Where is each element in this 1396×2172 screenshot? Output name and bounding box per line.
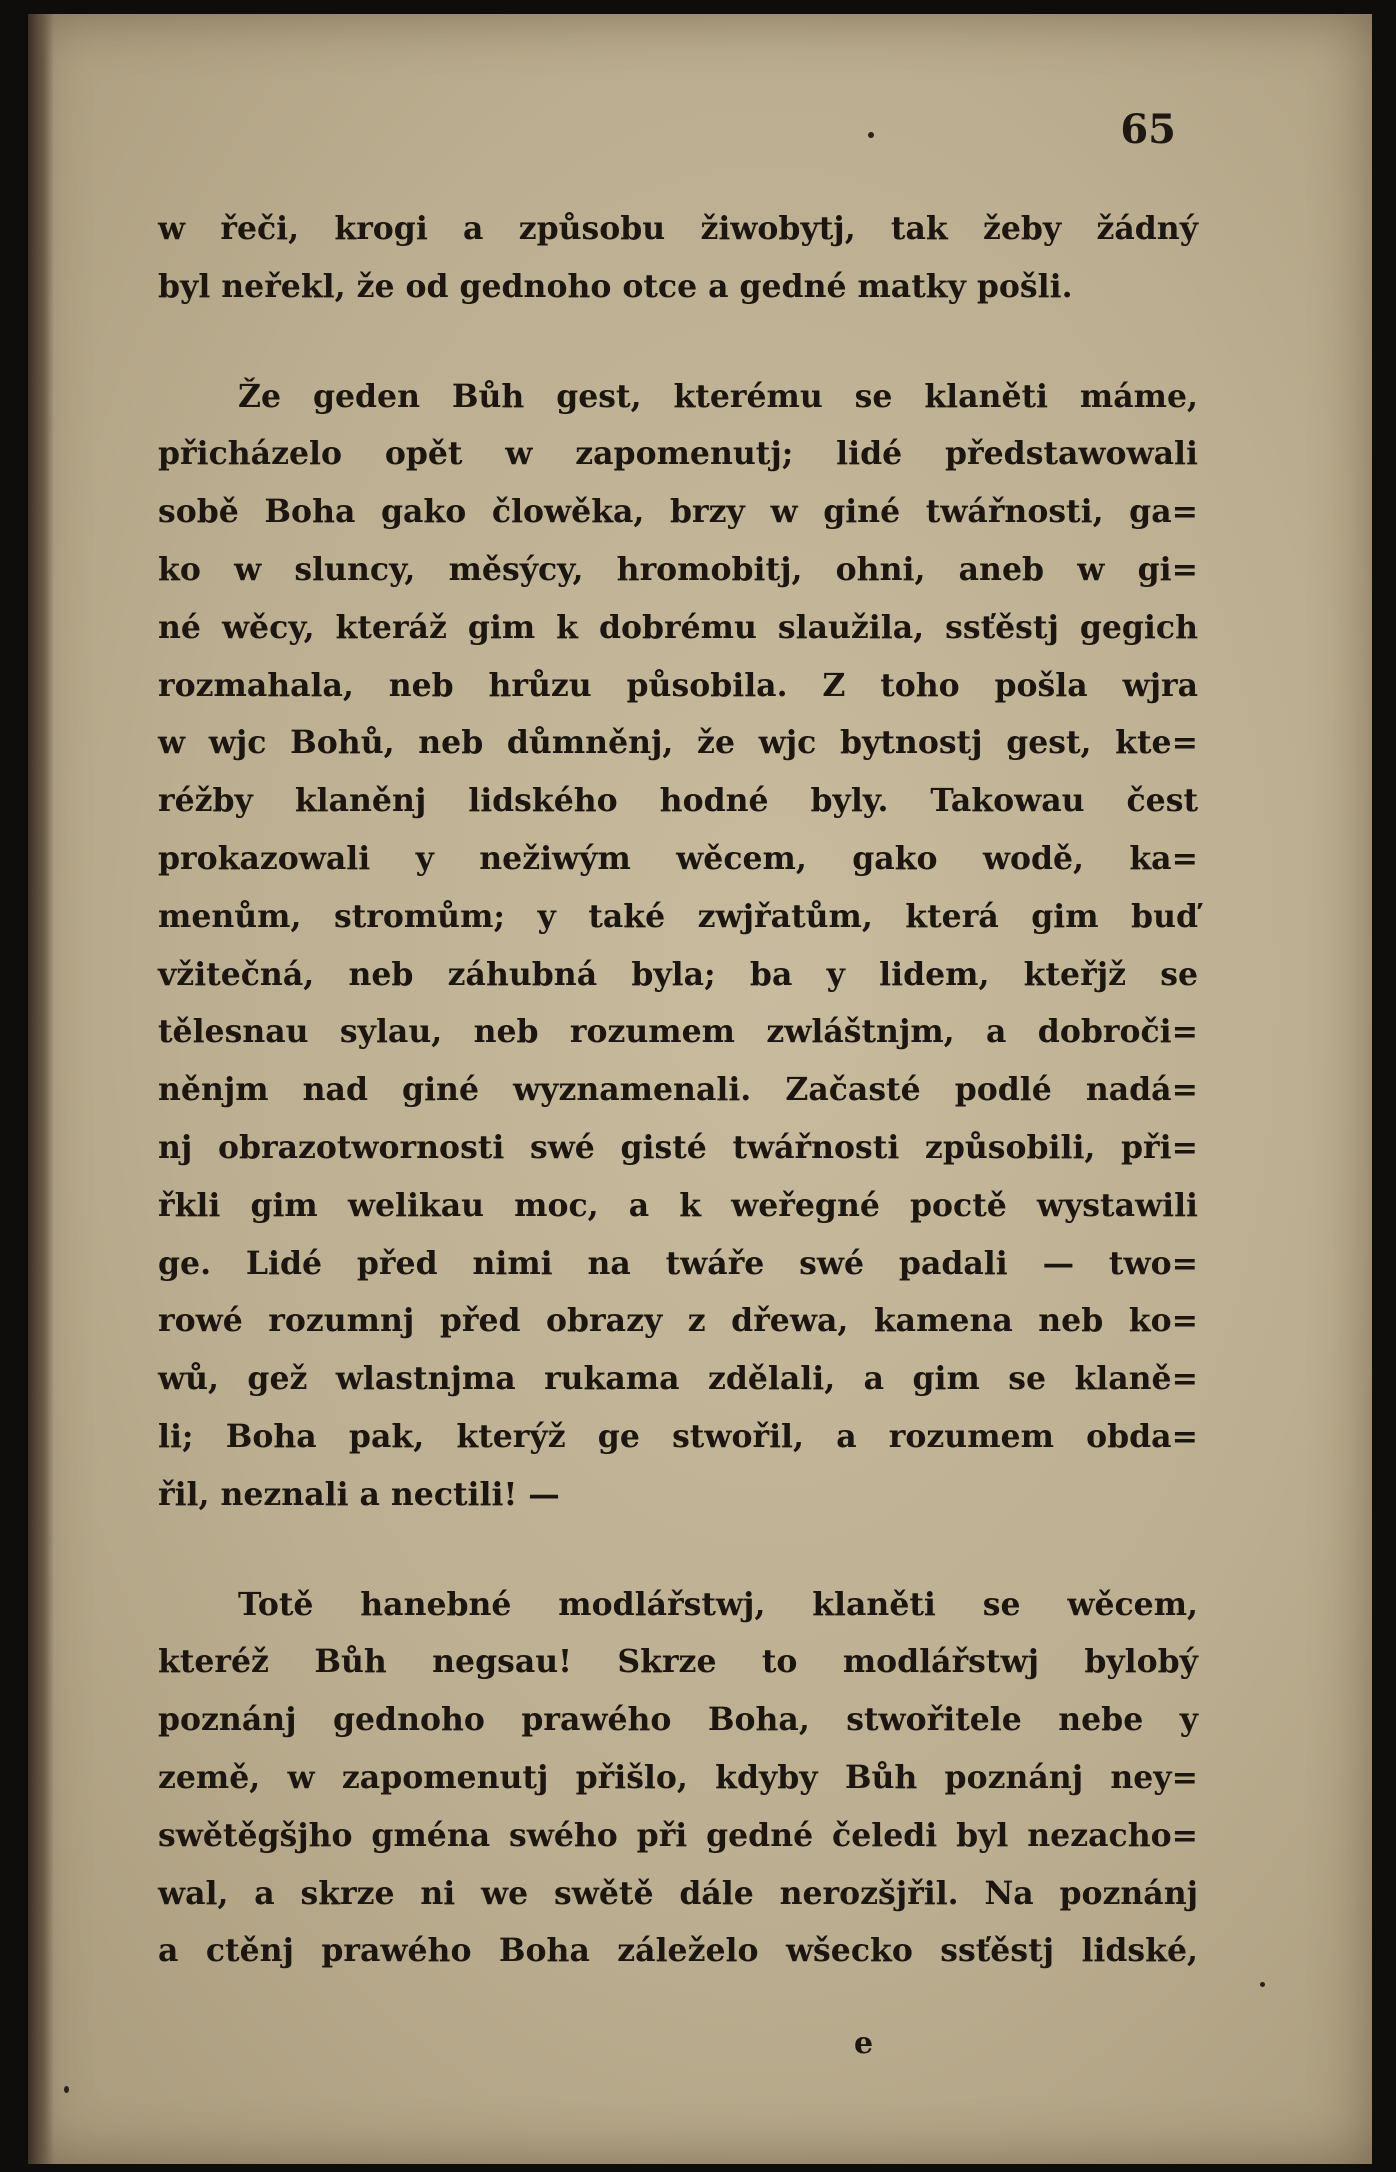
paragraph xyxy=(158,1576,1198,1981)
page-gutter-shadow xyxy=(28,14,54,2164)
text-line: a ctěnj prawého Boha záleželo wšecko ssťěstj lidské, xyxy=(158,1932,1198,1970)
scan-speck xyxy=(1260,1982,1265,1987)
text-line: w wjc Bohů, neb důmněnj, že wjc bytnostj gest, kte= xyxy=(158,724,1198,762)
text-line: ko w sluncy, měsýcy, hromobitj, ohni, aneb w gi= xyxy=(158,550,1198,588)
text-line: nj obrazotwornosti swé gisté twářnosti způsobili, při= xyxy=(158,1128,1198,1166)
signature-mark: e xyxy=(854,2026,874,2061)
text-line: přicházelo opět w zapomenutj; lidé předstawowali xyxy=(158,435,1198,473)
text-line: prokazowali y nežiwým wěcem, gako wodě, ka= xyxy=(158,839,1198,877)
text-line: řil, neznali a nectili! — xyxy=(158,1475,560,1513)
paragraph xyxy=(158,200,1198,316)
text-line: tělesnau sylau, neb rozumem zwláštnjm, a dobroči= xyxy=(158,1013,1198,1051)
text-line: země, w zapomenutj přišlo, kdyby Bůh poznánj ney= xyxy=(158,1758,1198,1796)
text-line: řkli gim welikau moc, a k weřegné poctě wystawili xyxy=(158,1186,1198,1224)
paragraph-gap xyxy=(158,1524,1198,1576)
text-line: rozmahala, neb hrůzu působila. Z toho pošla wjra xyxy=(158,666,1198,704)
text-line: poznánj gednoho prawého Boha, stwořitele nebe y xyxy=(158,1701,1198,1739)
paragraph-gap xyxy=(158,316,1198,368)
page-number: 65 xyxy=(1120,106,1176,153)
book-page xyxy=(28,14,1372,2164)
text-line: swětěgšjho gména swého při gedné čeledi byl nezacho= xyxy=(158,1816,1198,1854)
text-line: menům, stromům; y také zwjřatům, která gim buď xyxy=(158,897,1198,935)
text-line: ge. Lidé před nimi na twáře swé padali — two= xyxy=(158,1244,1198,1282)
text-line: wů, gež wlastnjma rukama zdělali, a gim se klaně= xyxy=(158,1360,1198,1398)
text-line: sobě Boha gako člowěka, brzy w giné twářnosti, ga= xyxy=(158,493,1198,531)
scan-speck xyxy=(868,132,874,138)
text-line: né wěcy, kteráž gim k dobrému slaužila, ssťěstj gegich xyxy=(158,608,1198,646)
text-line: réžby klaněnj lidského hodné byly. Takowau čest xyxy=(158,782,1198,820)
text-line: wal, a skrze ni we swětě dále nerozšjřil. Na poznánj xyxy=(158,1874,1198,1912)
text-line: Totě hanebné modlářstwj, klaněti se wěcem, xyxy=(238,1585,1198,1623)
paragraph xyxy=(158,368,1198,1524)
text-line: byl neřekl, že od gednoho otce a gedné matky pošli. xyxy=(158,267,1073,305)
text-line: w řeči, krogi a způsobu žiwobytj, tak žeby žádný xyxy=(158,210,1198,247)
text-line: kteréž Bůh negsau! Skrze to modlářstwj bylobý xyxy=(158,1643,1198,1681)
text-line: rowé rozumnj před obrazy z dřewa, kamena neb ko= xyxy=(158,1302,1198,1340)
text-line: vžitečná, neb záhubná byla; ba y lidem, kteřjž se xyxy=(158,955,1198,993)
text-line: li; Boha pak, kterýž ge stwořil, a rozumem obda= xyxy=(158,1417,1198,1455)
text-line: Že geden Bůh gest, kterému se klaněti máme, xyxy=(238,377,1198,415)
text-line: něnjm nad giné wyznamenali. Začasté podlé nadá= xyxy=(158,1071,1198,1109)
scan-speck xyxy=(64,2086,69,2093)
page-text xyxy=(158,200,1198,1980)
